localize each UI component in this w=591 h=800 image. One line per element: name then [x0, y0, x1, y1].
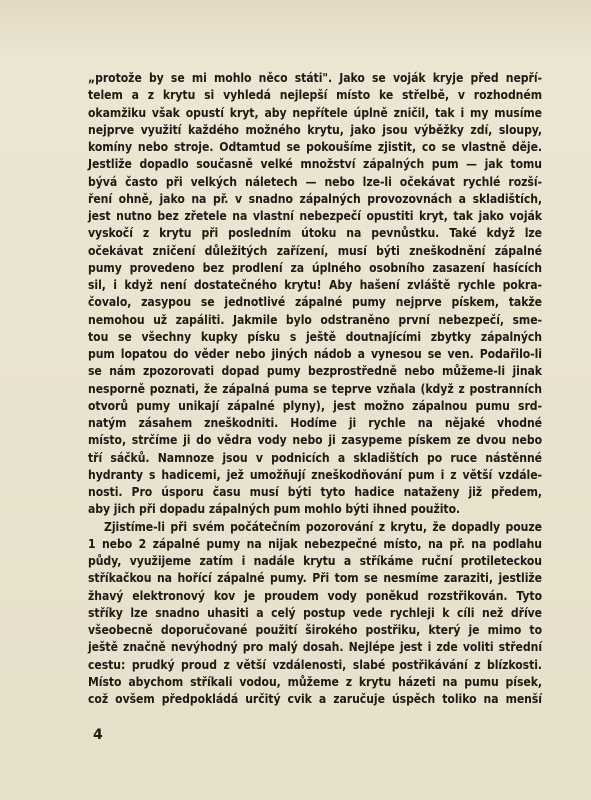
text-line: okamžiku však opustí kryt, aby nepřítele úplně zničil, tak i my musíme	[88, 105, 542, 120]
body-text	[88, 70, 542, 708]
text-line: Místo abychom stříkali vodou, můžeme z krytu házeti na pumu písek,	[88, 674, 542, 689]
text-line: tří sáčků. Namnoze jsou v podnicích a skladištích po ruce nástěnné	[88, 450, 542, 465]
text-line: se nám zpozorovati dopad pumy bezprostředně nebo můžeme-li jinak	[88, 364, 542, 379]
text-line: všeobecně doporučované použití širokého postřiku, který je mimo to	[88, 623, 542, 637]
text-line: stříkačkou na hořící zápalné pumy. Při tom se nesmíme zaraziti, jestliže	[88, 571, 542, 586]
text-line: stříky lze snadno uhasiti a celý postup vede rychleji k cíli než dříve	[88, 605, 542, 620]
text-line: vyskočí z krytu při posledním útoku na pevnůstku. Také když lze	[88, 226, 542, 241]
text-line: pumy provedeno bez prodlení za úplného osobního zasazení hasících	[88, 260, 542, 275]
text-line: žhavý elektronový kov je proudem vody poněkud rozstřikován. Tyto	[88, 588, 542, 603]
text-line: nejprve využití každého možného krytu, jako jsou výběžky zdí, sloupy,	[88, 122, 542, 137]
text-line: ještě značně nevýhodný pro malý dosah. Nejlépe jest i zde voliti střední	[88, 640, 542, 655]
text-line: nesporně poznati, že zápalná puma se teprve vzňala (když z postranních	[88, 381, 542, 396]
text-line: ření ohně, jako na př. v snadno zápalných provozovnách a skladištích,	[88, 191, 542, 206]
text-line: jest nutno bez zřetele na vlastní nebezpečí opustiti kryt, tak jako voják	[88, 209, 542, 223]
text-line: komíny nebo stroje. Odtamtud se pokoušíme zjistit, co se vlastně děje.	[88, 140, 542, 154]
text-line: sil, i když není dostatečného krytu! Aby hašení zvláště rychle pokra-	[88, 278, 542, 292]
text-line: natým zásahem zneškodniti. Hodíme ji rychle na nějaké vhodné	[88, 416, 542, 430]
text-line: očekávat zničení důležitých zařízení, musí býti zneškodnění zápalné	[88, 243, 542, 258]
page-number: 4	[93, 727, 103, 743]
text-line: „protože by se mi mohlo něco státi". Jako se voják kryje před nepří-	[88, 71, 542, 85]
text-line: tou se všechny kupky písku s ještě doutnajícími zbytky zápalných	[88, 329, 542, 344]
text-line: místo, strčíme ji do vědra vody nebo ji zasypeme pískem ze dvou nebo	[88, 433, 542, 448]
text-line: čovalo, zasypou se jednotlivé zápalné pumy nejprve pískem, takže	[88, 295, 542, 310]
text-line: cestu: prudký proud z větší vzdálenosti, slabé postřikávání z blízkosti.	[88, 657, 542, 672]
text-line: bývá často při velkých náletech — nebo lze-li očekávat rychlé rozší-	[88, 174, 542, 189]
text-line: otvorů pumy unikají zápalné plyny), jest možno zápalnou pumu srd-	[88, 398, 542, 413]
text-line: Jestliže dopadlo současně velké množství zápalných pum — jak tomu	[88, 157, 542, 172]
text-line: telem a z krytu si vyhledá nejlepší místo ke střelbě, v rozhodném	[88, 88, 542, 103]
text-line: pum lopatou do věder nebo jiných nádob a vynesou se ven. Podařilo-li	[88, 347, 542, 361]
text-line: hydranty s hadicemi, jež umožňují zneškodňování pum i z větší vzdále-	[88, 467, 542, 482]
text-line: aby jich při dopadu zápalných pum mohlo býti ihned použito.	[88, 502, 461, 517]
text-line: Zjistíme-li při svém počátečním pozorování z krytu, že dopadly pouze	[104, 519, 542, 534]
paper-stain	[0, 0, 591, 58]
text-line: což ovšem předpokládá určitý cvik a zaručuje úspěch toliko na menší	[88, 692, 542, 706]
text-line: nemohou už zapáliti. Jakmile bylo odstraněno první nebezpečí, sme-	[88, 312, 542, 327]
text-line: 1 nebo 2 zápalné pumy na nijak nebezpečné místo, na př. na podlahu	[88, 536, 542, 551]
text-line: nosti. Pro úsporu času musí býti tyto hadice nataženy již předem,	[88, 485, 542, 499]
text-line: půdy, využijeme zatím i nadále krytu a stříkáme ruční protileteckou	[88, 554, 542, 568]
